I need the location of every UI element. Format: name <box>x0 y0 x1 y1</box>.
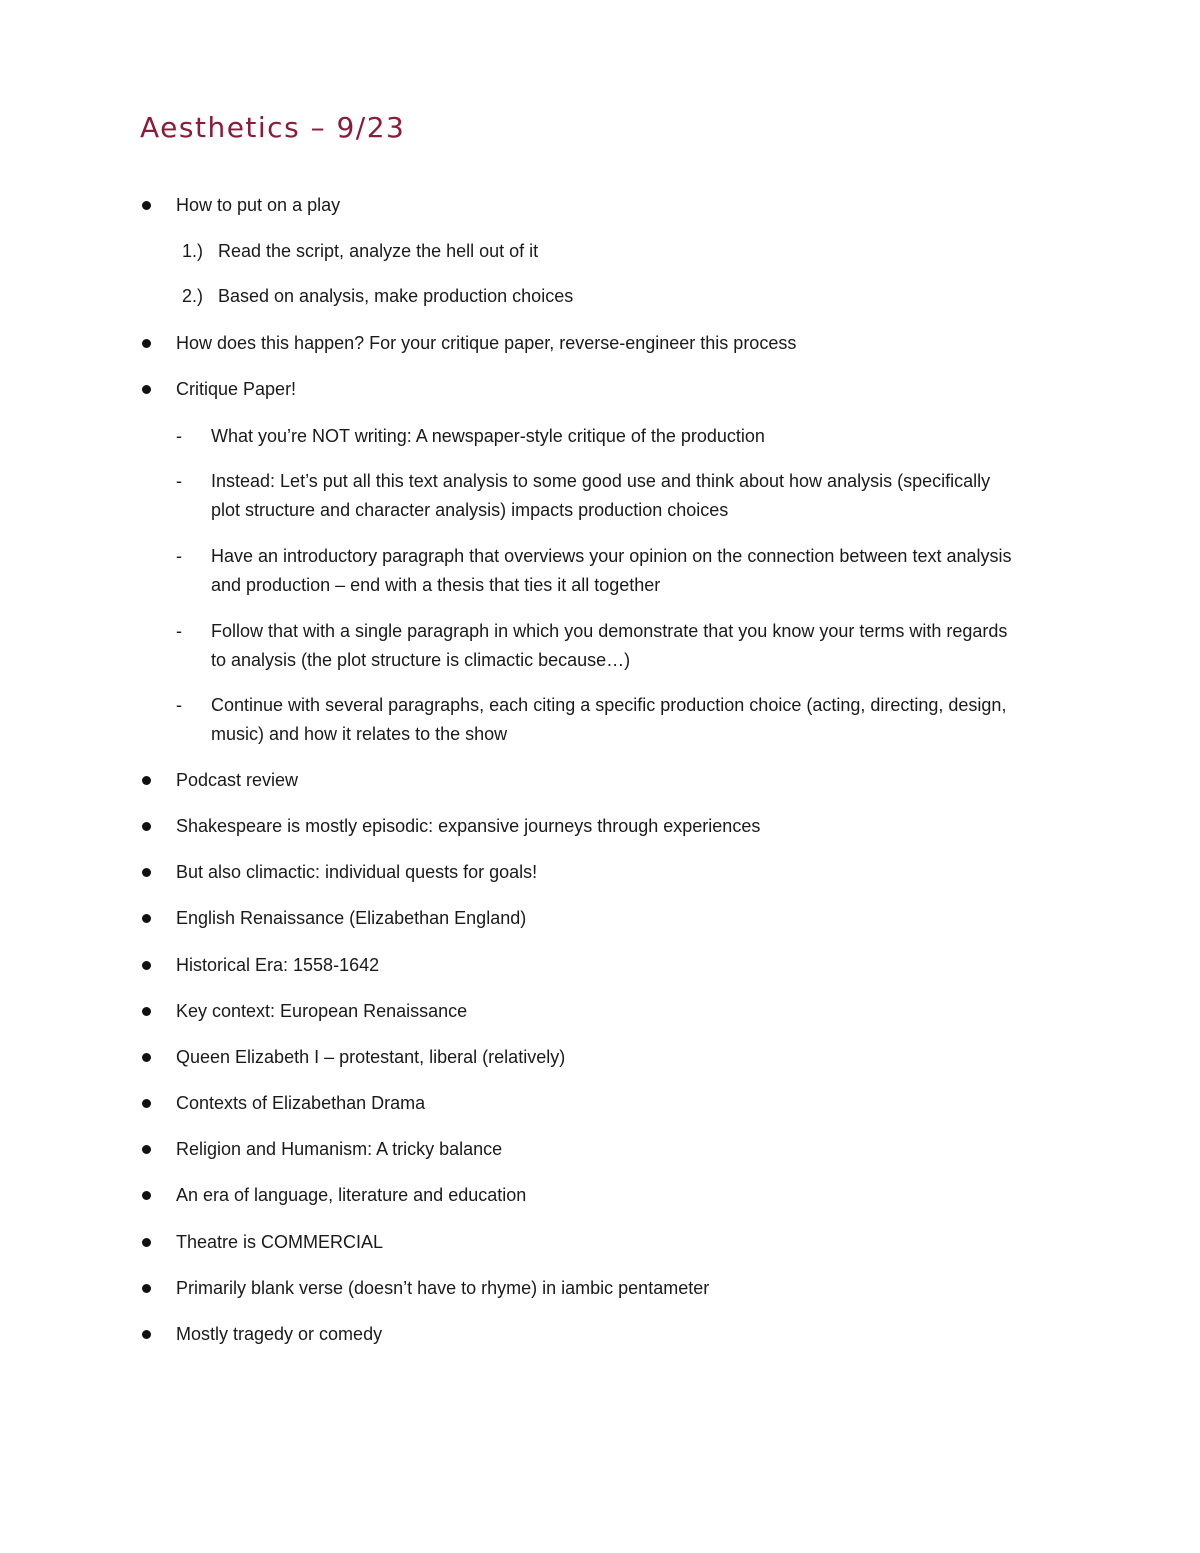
bullet-marker <box>142 1238 151 1247</box>
item-line: music) and how it relates to the show <box>211 723 508 744</box>
item-text <box>176 858 537 886</box>
bullet-marker <box>142 1099 151 1108</box>
item-line: Continue with several paragraphs, each citing a specific production choice (acting, directing, design, <box>211 695 1007 715</box>
item-line: Theatre is COMMERCIAL <box>176 1232 384 1252</box>
item-text <box>211 542 1011 599</box>
item-text <box>176 1043 565 1071</box>
bullet-marker <box>142 1284 151 1293</box>
bullet-marker <box>142 914 151 923</box>
bullet-marker <box>142 776 151 785</box>
item-text <box>218 237 538 265</box>
item-line: Have an introductory paragraph that overviews your opinion on the connection between text analysis <box>211 546 1012 566</box>
item-line: Contexts of Elizabethan Drama <box>176 1093 426 1113</box>
dash-marker: - <box>176 621 182 641</box>
bullet-marker <box>142 201 151 210</box>
item-text <box>176 1320 382 1348</box>
item-text <box>176 1181 526 1209</box>
item-line: Instead: Let’s put all this text analysis to some good use and think about how analysis (specifically <box>211 471 991 491</box>
item-line: Historical Era: 1558-1642 <box>176 955 380 975</box>
bullet-marker <box>142 1191 151 1200</box>
item-text <box>176 766 298 794</box>
item-line: Follow that with a single paragraph in which you demonstrate that you know your terms with regards <box>211 621 1008 641</box>
bullet-marker <box>142 822 151 831</box>
item-line: Based on analysis, make production choices <box>218 286 574 306</box>
page-title: Aesthetics – 9/23 <box>140 111 406 144</box>
item-line: Shakespeare is mostly episodic: expansive journeys through experiences <box>176 816 761 836</box>
item-line: How does this happen? For your critique paper, reverse-engineer this process <box>176 333 797 353</box>
item-text <box>176 191 340 219</box>
item-text <box>211 467 990 524</box>
item-text <box>176 1089 425 1117</box>
item-text <box>176 997 467 1025</box>
item-text <box>211 422 765 451</box>
item-line: English Renaissance (Elizabethan England) <box>176 908 527 928</box>
bullet-marker <box>142 385 151 394</box>
bullet-marker <box>142 961 151 970</box>
number-marker: 2.) <box>182 286 204 306</box>
item-line: Key context: European Renaissance <box>176 1001 468 1021</box>
number-marker: 1.) <box>182 241 204 261</box>
item-line: What you’re NOT writing: A newspaper-style critique of the production <box>211 426 765 446</box>
item-line: Critique Paper! <box>176 379 297 399</box>
dash-marker: - <box>176 471 182 491</box>
item-line: plot structure and character analysis) impacts production choices <box>211 499 729 520</box>
bullet-marker <box>142 339 151 348</box>
item-line: Primarily blank verse (doesn’t have to rhyme) in iambic pentameter <box>176 1278 710 1298</box>
item-line: An era of language, literature and education <box>176 1185 527 1205</box>
item-text <box>176 951 379 979</box>
dash-marker: - <box>176 695 182 715</box>
item-line: But also climactic: individual quests for goals! <box>176 862 538 882</box>
item-text <box>176 329 796 357</box>
bullet-marker <box>142 868 151 877</box>
bullet-marker <box>142 1330 151 1339</box>
item-line: and production – end with a thesis that ties it all together <box>211 574 661 595</box>
item-line: How to put on a play <box>176 195 341 215</box>
item-text <box>176 812 760 840</box>
item-text <box>176 904 526 932</box>
item-text <box>176 1274 709 1302</box>
bullet-marker <box>142 1145 151 1154</box>
item-line: Mostly tragedy or comedy <box>176 1324 383 1344</box>
item-text <box>218 282 573 310</box>
dash-marker: - <box>176 546 182 566</box>
bullet-marker <box>142 1053 151 1062</box>
dash-marker: - <box>176 426 182 446</box>
item-line: Queen Elizabeth I – protestant, liberal (relatively) <box>176 1047 566 1067</box>
item-text <box>211 617 1007 674</box>
item-text <box>176 375 296 403</box>
item-text <box>176 1135 502 1163</box>
item-line: Religion and Humanism: A tricky balance <box>176 1139 503 1159</box>
item-line: Podcast review <box>176 770 299 790</box>
item-text <box>211 691 1006 748</box>
bullet-marker <box>142 1007 151 1016</box>
item-text <box>176 1228 383 1256</box>
item-line: Read the script, analyze the hell out of it <box>218 241 539 261</box>
item-line: to analysis (the plot structure is climactic because…) <box>211 649 631 670</box>
